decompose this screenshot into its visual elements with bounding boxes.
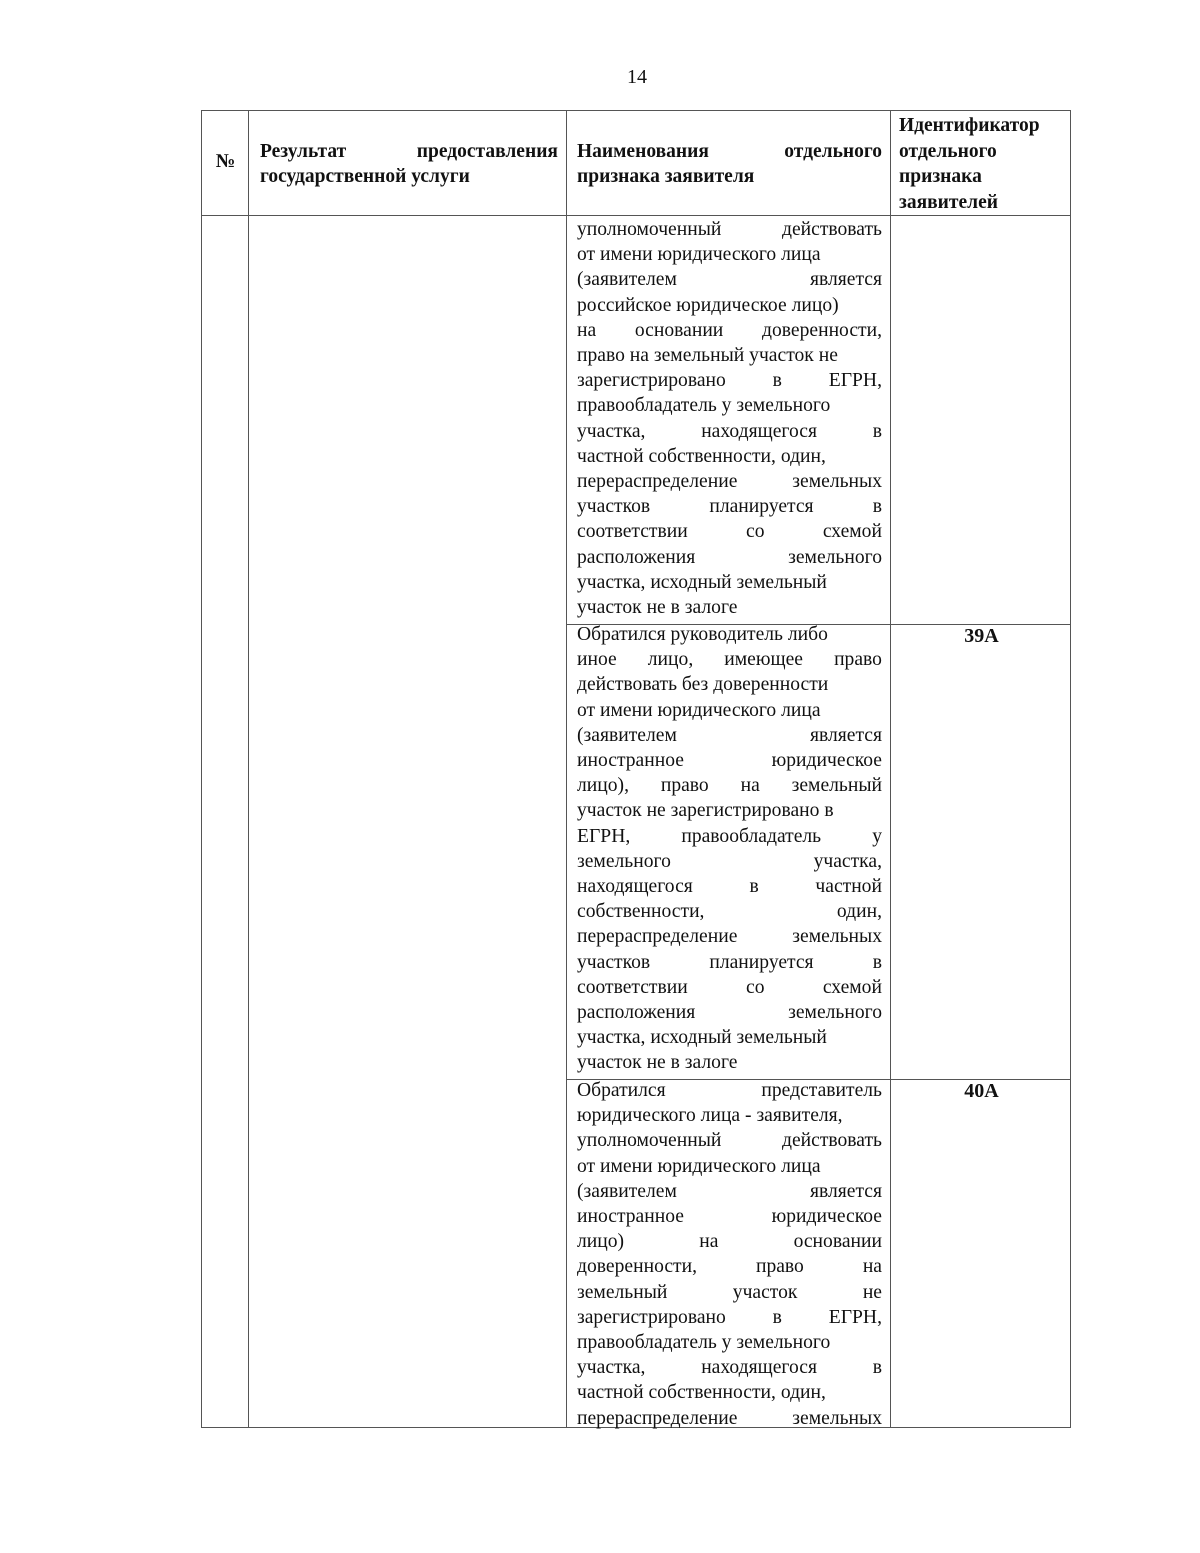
- text-line: [577, 1050, 882, 1075]
- text-word: право: [755, 1256, 804, 1278]
- text-word: лицо),: [577, 775, 629, 797]
- text-word: в: [749, 876, 759, 898]
- text-word: правообладатель у земельного: [577, 1332, 831, 1354]
- text-word: уполномоченный: [577, 1130, 722, 1152]
- document-table: [201, 110, 1071, 1428]
- text-word: является: [809, 269, 882, 291]
- text-word: частной собственности, один,: [577, 1382, 826, 1404]
- text-word: участок не в залоге: [577, 1052, 738, 1074]
- text-word: собственности,: [577, 901, 705, 923]
- text-line: [577, 975, 882, 1000]
- header-number: №: [215, 151, 236, 172]
- text-word: Обратился руководитель либо: [577, 624, 828, 645]
- text-word: участка,: [577, 420, 646, 442]
- text-word: не: [862, 1281, 882, 1303]
- header-divider: [202, 215, 1070, 216]
- text-word: юридическое: [771, 750, 882, 772]
- text-word: зарегистрировано: [577, 370, 726, 392]
- text-word: участка, исходный земельный: [577, 571, 827, 593]
- text-line: [577, 519, 882, 544]
- header-name-word: Наименования: [577, 141, 709, 162]
- text-line: [577, 368, 882, 393]
- text-word: участков: [577, 496, 651, 518]
- header-name-line: признака заявителя: [577, 166, 755, 187]
- text-word: является: [809, 1180, 882, 1202]
- text-line: [577, 293, 882, 318]
- text-word: частной собственности, один,: [577, 445, 826, 467]
- header-id-line: заявителей: [899, 191, 998, 213]
- text-word: участка,: [813, 850, 882, 872]
- text-word: правообладатель: [681, 825, 822, 847]
- text-line: [577, 1330, 882, 1355]
- text-line: [577, 773, 882, 798]
- text-line: [577, 874, 882, 899]
- text-word: российское юридическое лицо): [577, 294, 839, 316]
- text-line: [577, 849, 882, 874]
- text-word: планируется: [709, 496, 814, 518]
- text-word: перераспределение: [577, 471, 738, 493]
- text-word: в: [772, 370, 782, 392]
- text-word: правообладатель у земельного: [577, 395, 831, 417]
- text-word: представитель: [761, 1080, 882, 1101]
- text-line: [577, 419, 882, 444]
- text-line: [577, 1204, 882, 1229]
- text-line: [577, 318, 882, 343]
- text-word: со: [746, 521, 765, 543]
- text-word: со: [746, 976, 765, 998]
- text-line: [577, 570, 882, 595]
- text-line: [577, 899, 882, 924]
- column-divider: [890, 111, 891, 1427]
- text-word: от имени юридического лица: [577, 699, 821, 721]
- text-line: [577, 1179, 882, 1204]
- text-line: [577, 1154, 882, 1179]
- text-word: на: [699, 1231, 719, 1253]
- text-word: иностранное: [577, 750, 684, 772]
- text-word: (заявителем: [577, 724, 677, 746]
- text-word: земельных: [792, 471, 882, 493]
- text-word: участок: [732, 1281, 798, 1303]
- text-word: юридического лица - заявителя,: [577, 1105, 843, 1127]
- row-text: [577, 622, 882, 1076]
- text-word: право: [660, 775, 709, 797]
- text-word: (заявителем: [577, 269, 677, 291]
- column-divider: [566, 111, 567, 1427]
- text-word: действовать: [781, 219, 882, 240]
- text-word: у: [872, 825, 882, 847]
- text-word: находящегося: [701, 420, 817, 442]
- row-identifier: 40А: [964, 1080, 999, 1102]
- row-text: [577, 217, 882, 620]
- text-word: право: [834, 649, 882, 671]
- text-line: [577, 1025, 882, 1050]
- text-word: зарегистрировано: [577, 1306, 726, 1328]
- text-word: участок не зарегистрировано в: [577, 800, 834, 822]
- text-word: в: [772, 1306, 782, 1328]
- text-line: [577, 1355, 882, 1380]
- page-number: 14: [627, 66, 647, 88]
- text-word: (заявителем: [577, 1180, 677, 1202]
- text-word: находящегося: [577, 876, 693, 898]
- text-line: [577, 469, 882, 494]
- text-word: ЕГРН,: [828, 370, 882, 392]
- header-name-word: отдельного: [784, 141, 882, 162]
- text-word: в: [872, 951, 882, 973]
- column-divider: [248, 111, 249, 1427]
- text-word: земельных: [792, 1407, 882, 1429]
- text-word: основании: [793, 1231, 882, 1253]
- text-line: [577, 444, 882, 469]
- header-result-word: предоставления: [416, 141, 558, 162]
- header-result-line: государственной услуги: [260, 166, 470, 187]
- text-word: ЕГРН,: [577, 825, 631, 847]
- text-line: [577, 1305, 882, 1330]
- text-word: перераспределение: [577, 1407, 738, 1429]
- text-line: [577, 267, 882, 292]
- text-word: схемой: [822, 976, 882, 998]
- text-word: земельный: [791, 775, 882, 797]
- text-line: [577, 595, 882, 620]
- header-id-line: признака: [899, 166, 982, 187]
- text-line: [577, 1406, 882, 1431]
- text-line: [577, 1078, 882, 1103]
- text-word: доверенности,: [577, 1256, 697, 1278]
- text-word: участков: [577, 951, 651, 973]
- header-identifier: [899, 113, 1071, 213]
- text-word: участка, исходный земельный: [577, 1027, 827, 1049]
- text-word: иностранное: [577, 1206, 684, 1228]
- text-word: на: [740, 775, 760, 797]
- text-line: [577, 1380, 882, 1405]
- text-line: [577, 1103, 882, 1128]
- text-word: находящегося: [701, 1357, 817, 1379]
- text-word: от имени юридического лица: [577, 244, 821, 266]
- text-word: действовать: [781, 1130, 882, 1152]
- text-line: [577, 545, 882, 570]
- text-word: лицо): [577, 1231, 625, 1253]
- text-line: [577, 343, 882, 368]
- text-line: [577, 494, 882, 519]
- text-word: в: [872, 496, 882, 518]
- text-word: Обратился: [577, 1080, 666, 1101]
- text-word: право на земельный участок не: [577, 345, 838, 367]
- text-word: схемой: [822, 521, 882, 543]
- text-word: соответствии: [577, 976, 688, 998]
- header-name: [577, 139, 882, 189]
- text-word: планируется: [709, 951, 814, 973]
- text-word: иное: [577, 649, 617, 671]
- text-line: [577, 647, 882, 672]
- text-line: [577, 1128, 882, 1153]
- text-line: [577, 1229, 882, 1254]
- text-word: земельного: [788, 1002, 882, 1024]
- text-word: участка,: [577, 1357, 646, 1379]
- text-word: расположения: [577, 1002, 696, 1024]
- text-line: [577, 698, 882, 723]
- header-id-line: отдельного: [899, 140, 997, 162]
- text-line: [577, 748, 882, 773]
- text-word: перераспределение: [577, 926, 738, 948]
- text-word: частной: [815, 876, 882, 898]
- text-line: [577, 950, 882, 975]
- header-result: [260, 139, 558, 189]
- text-word: действовать без доверенности: [577, 674, 829, 696]
- text-word: на: [577, 319, 597, 341]
- text-line: [577, 1280, 882, 1305]
- text-word: имеющее: [724, 649, 803, 671]
- text-word: лицо,: [647, 649, 694, 671]
- header-id-line: Идентификатор: [899, 115, 1040, 136]
- text-word: один,: [836, 901, 882, 923]
- text-word: доверенности,: [761, 319, 882, 341]
- text-word: расположения: [577, 546, 696, 568]
- text-word: земельных: [792, 926, 882, 948]
- text-word: в: [872, 420, 882, 442]
- text-word: уполномоченный: [577, 219, 722, 240]
- header-result-word: Результат: [260, 141, 347, 162]
- text-line: [577, 924, 882, 949]
- text-word: земельного: [788, 546, 882, 568]
- row-text: [577, 1078, 882, 1431]
- text-line: [577, 393, 882, 418]
- row-identifier: 39А: [964, 625, 999, 647]
- text-word: ЕГРН,: [828, 1306, 882, 1328]
- text-line: [577, 723, 882, 748]
- text-word: от имени юридического лица: [577, 1155, 821, 1177]
- text-line: [577, 798, 882, 823]
- text-line: [577, 1254, 882, 1279]
- text-line: [577, 217, 882, 242]
- text-word: соответствии: [577, 521, 688, 543]
- text-line: [577, 672, 882, 697]
- text-word: основании: [634, 319, 724, 341]
- text-word: юридическое: [771, 1206, 882, 1228]
- text-line: [577, 824, 882, 849]
- text-word: является: [809, 724, 882, 746]
- text-line: [577, 622, 882, 647]
- text-word: участок не в залоге: [577, 597, 738, 619]
- text-line: [577, 1000, 882, 1025]
- text-word: земельный: [577, 1281, 668, 1303]
- text-word: в: [872, 1357, 882, 1379]
- text-word: земельного: [577, 850, 671, 872]
- text-line: [577, 242, 882, 267]
- text-word: на: [862, 1256, 882, 1278]
